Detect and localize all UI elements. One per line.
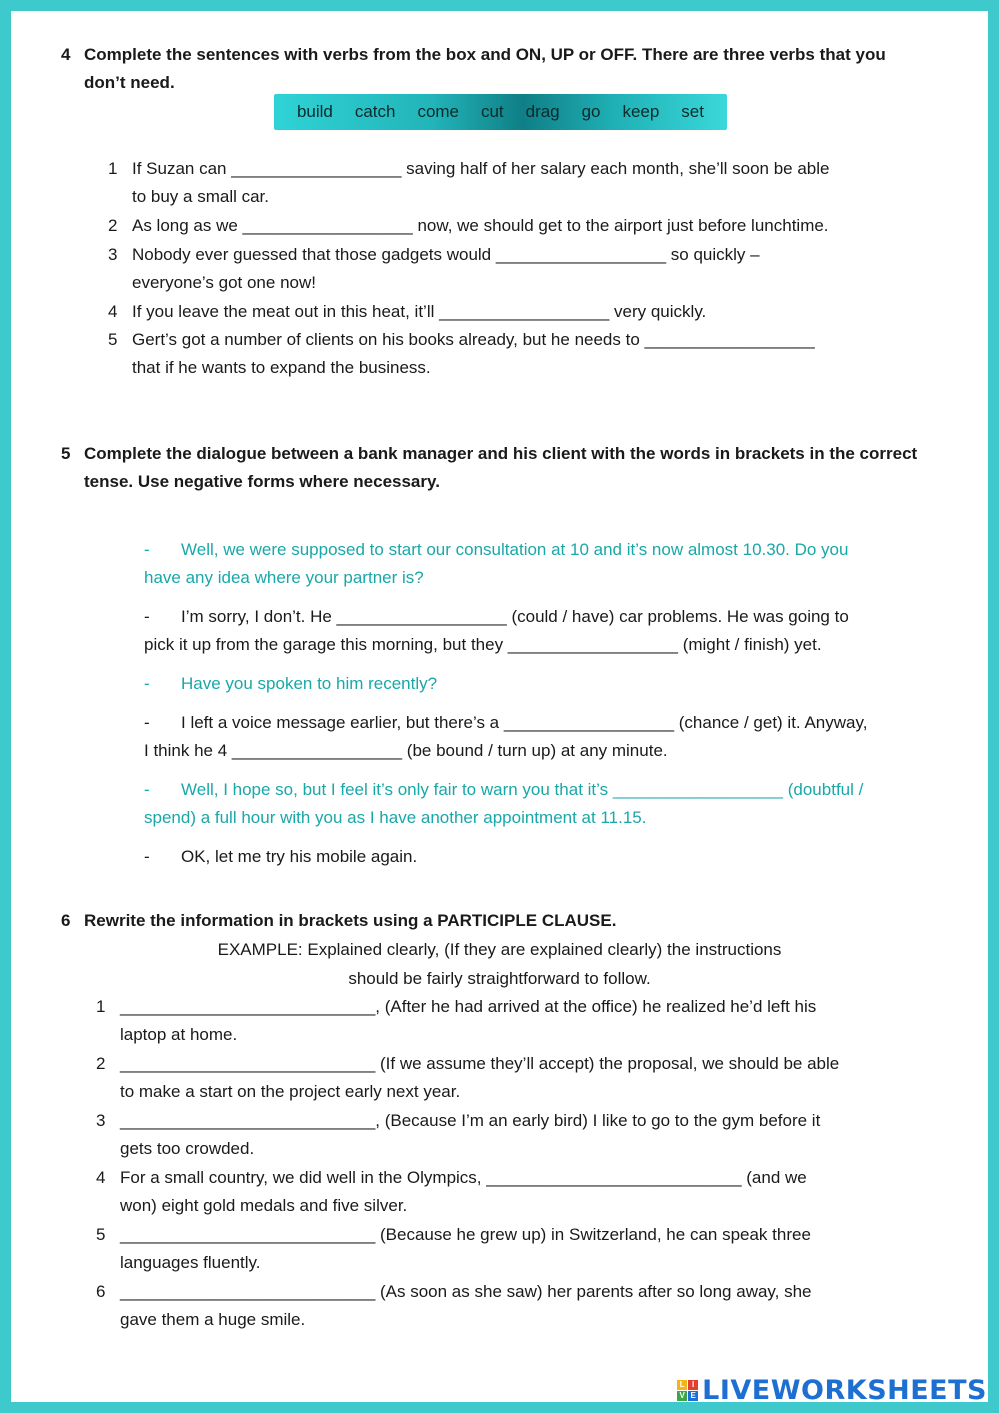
dialogue-dash: - bbox=[144, 847, 150, 866]
verb-word: set bbox=[681, 102, 704, 121]
item-number: 2 bbox=[108, 216, 118, 235]
dialogue-line: Have you spoken to him recently? bbox=[181, 674, 438, 693]
sentence-line: ___________________________, (Because I’m an early bird) I like to go to the gym before it bbox=[120, 1111, 821, 1130]
sentence-line: gave them a huge smile. bbox=[120, 1310, 306, 1329]
dialogue-line: OK, let me try his mobile again. bbox=[181, 847, 418, 866]
verb-box bbox=[274, 94, 727, 130]
sentence-line: to make a start on the project early next year. bbox=[120, 1082, 461, 1101]
sentence-line: ___________________________ (Because he grew up) in Switzerland, he can speak three bbox=[120, 1225, 811, 1244]
dialogue-dash: - bbox=[144, 607, 150, 626]
item-number: 3 bbox=[108, 245, 118, 264]
sentence-line: Nobody ever guessed that those gadgets would __________________ so quickly – bbox=[132, 245, 760, 264]
dialogue-line: have any idea where your partner is? bbox=[144, 568, 424, 587]
sentence-line: that if he wants to expand the business. bbox=[132, 358, 431, 377]
liveworksheets-logo[interactable] bbox=[677, 1375, 987, 1405]
dialogue-line: spend) a full hour with you as I have another appointment at 11.15. bbox=[144, 808, 647, 827]
sentence-line: Gert’s got a number of clients on his books already, but he needs to __________________ bbox=[132, 330, 815, 349]
dialogue-dash: - bbox=[144, 780, 150, 799]
section-4-instruction-cont: don’t need. bbox=[84, 73, 175, 92]
logo-mark-letter: L bbox=[677, 1380, 687, 1390]
dialogue-line: I think he 4 __________________ (be bound / turn up) at any minute. bbox=[144, 741, 668, 760]
section-5-instruction: Complete the dialogue between a bank manager and his client with the words in brackets in the correct bbox=[84, 444, 918, 463]
verb-word: cut bbox=[480, 102, 504, 121]
sentence-line: everyone’s got one now! bbox=[132, 273, 316, 292]
item-number: 5 bbox=[108, 330, 118, 349]
sentence-line: ___________________________, (After he had arrived at the office) he realized he’d left his bbox=[120, 997, 817, 1016]
verb-word: come bbox=[417, 102, 460, 121]
section-6-instruction: Rewrite the information in brackets using a PARTICIPLE CLAUSE. bbox=[84, 911, 617, 930]
sentence-line: If you leave the meat out in this heat, it’ll __________________ very quickly. bbox=[132, 302, 707, 321]
dialogue-line: Well, I hope so, but I feel it’s only fair to warn you that it’s __________________ (doubtful / bbox=[181, 780, 864, 799]
item-number: 4 bbox=[96, 1168, 106, 1187]
sentence-line: languages fluently. bbox=[120, 1253, 261, 1272]
verb-word: go bbox=[581, 102, 601, 121]
item-number: 3 bbox=[96, 1111, 106, 1130]
logo-text: LIVEWORKSHEETS bbox=[702, 1374, 987, 1406]
section-5-number: 5 bbox=[61, 444, 71, 463]
item-number: 4 bbox=[108, 302, 118, 321]
section-4-number: 4 bbox=[61, 45, 71, 64]
logo-mark-icon bbox=[677, 1380, 698, 1401]
section-6-number: 6 bbox=[61, 911, 71, 930]
sentence-line: laptop at home. bbox=[120, 1025, 238, 1044]
dialogue-dash: - bbox=[144, 674, 150, 693]
item-number: 6 bbox=[96, 1282, 106, 1301]
item-number: 1 bbox=[96, 997, 106, 1016]
item-number: 1 bbox=[108, 159, 118, 178]
verb-word: drag bbox=[525, 102, 560, 121]
verb-word: build bbox=[296, 102, 333, 121]
logo-mark-letter: I bbox=[688, 1380, 698, 1390]
dialogue-line: Well, we were supposed to start our consultation at 10 and it’s now almost 10.30. Do you bbox=[181, 540, 849, 559]
verb-word: keep bbox=[622, 102, 660, 121]
example-line: EXAMPLE: Explained clearly, (If they are explained clearly) the instructions bbox=[217, 940, 782, 959]
sentence-line: For a small country, we did well in the Olympics, ___________________________ (and we bbox=[120, 1168, 807, 1187]
sentence-line: If Suzan can __________________ saving half of her salary each month, she’ll soon be able bbox=[132, 159, 830, 178]
verb-word: catch bbox=[354, 102, 396, 121]
dialogue-dash: - bbox=[144, 713, 150, 732]
sentence-line: ___________________________ (If we assume they’ll accept) the proposal, we should be able bbox=[120, 1054, 840, 1073]
item-number: 2 bbox=[96, 1054, 106, 1073]
sentence-line: ___________________________ (As soon as she saw) her parents after so long away, she bbox=[120, 1282, 812, 1301]
section-5-instruction-cont: tense. Use negative forms where necessary. bbox=[84, 472, 440, 491]
logo-mark-letter: E bbox=[688, 1391, 698, 1401]
dialogue-line: pick it up from the garage this morning, but they __________________ (might / finish) yet. bbox=[144, 635, 822, 654]
dialogue-line: I’m sorry, I don’t. He __________________ (could / have) car problems. He was going to bbox=[181, 607, 849, 626]
logo-mark-letter: V bbox=[677, 1391, 687, 1401]
section-4-instruction: Complete the sentences with verbs from the box and ON, UP or OFF. There are three verbs that you bbox=[84, 45, 886, 64]
item-number: 5 bbox=[96, 1225, 106, 1244]
sentence-line: won) eight gold medals and five silver. bbox=[120, 1196, 408, 1215]
sentence-line: As long as we __________________ now, we should get to the airport just before lunchtime. bbox=[132, 216, 829, 235]
dialogue-line: I left a voice message earlier, but there’s a __________________ (chance / get) it. Anyway, bbox=[181, 713, 868, 732]
sentence-line: to buy a small car. bbox=[132, 187, 270, 206]
sentence-line: gets too crowded. bbox=[120, 1139, 255, 1158]
dialogue-dash: - bbox=[144, 540, 150, 559]
example-line: should be fairly straightforward to follow. bbox=[348, 969, 651, 988]
